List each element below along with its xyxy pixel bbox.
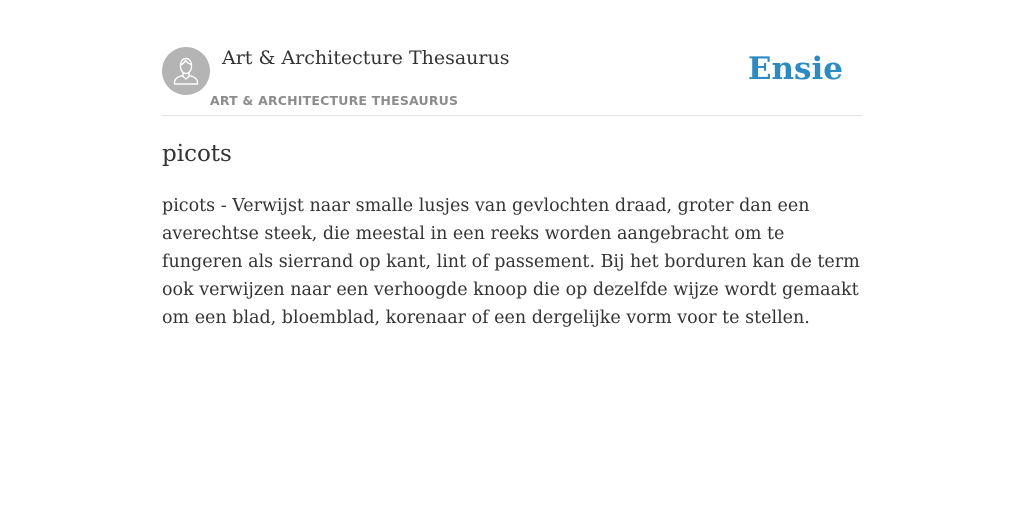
source-caption[interactable]: ART & ARCHITECTURE THESAURUS — [210, 93, 459, 108]
entry-term: picots — [162, 141, 232, 167]
user-silhouette-icon — [162, 47, 210, 95]
content-container — [162, 0, 862, 328]
entry-header — [162, 0, 862, 116]
avatar[interactable] — [162, 47, 210, 95]
entry-definition: picots - Verwijst naar smalle lusjes van gevlochten draad, groter dan een averechtse steek, die meestal in een reeks worden aangebracht om te fungeren als sierrand op kant, lint of passement. Bij het borduren kan de term ook verwijzen naar een verhoogde knoop die op dezelfde wijze wordt gemaakt om een blad, bloemblad, korenaar of een dergelijke vorm voor te stellen. — [162, 196, 860, 328]
ensie-logo-link[interactable]: Ensie — [747, 51, 843, 87]
source-title[interactable]: Art & Architecture Thesaurus — [222, 47, 510, 69]
